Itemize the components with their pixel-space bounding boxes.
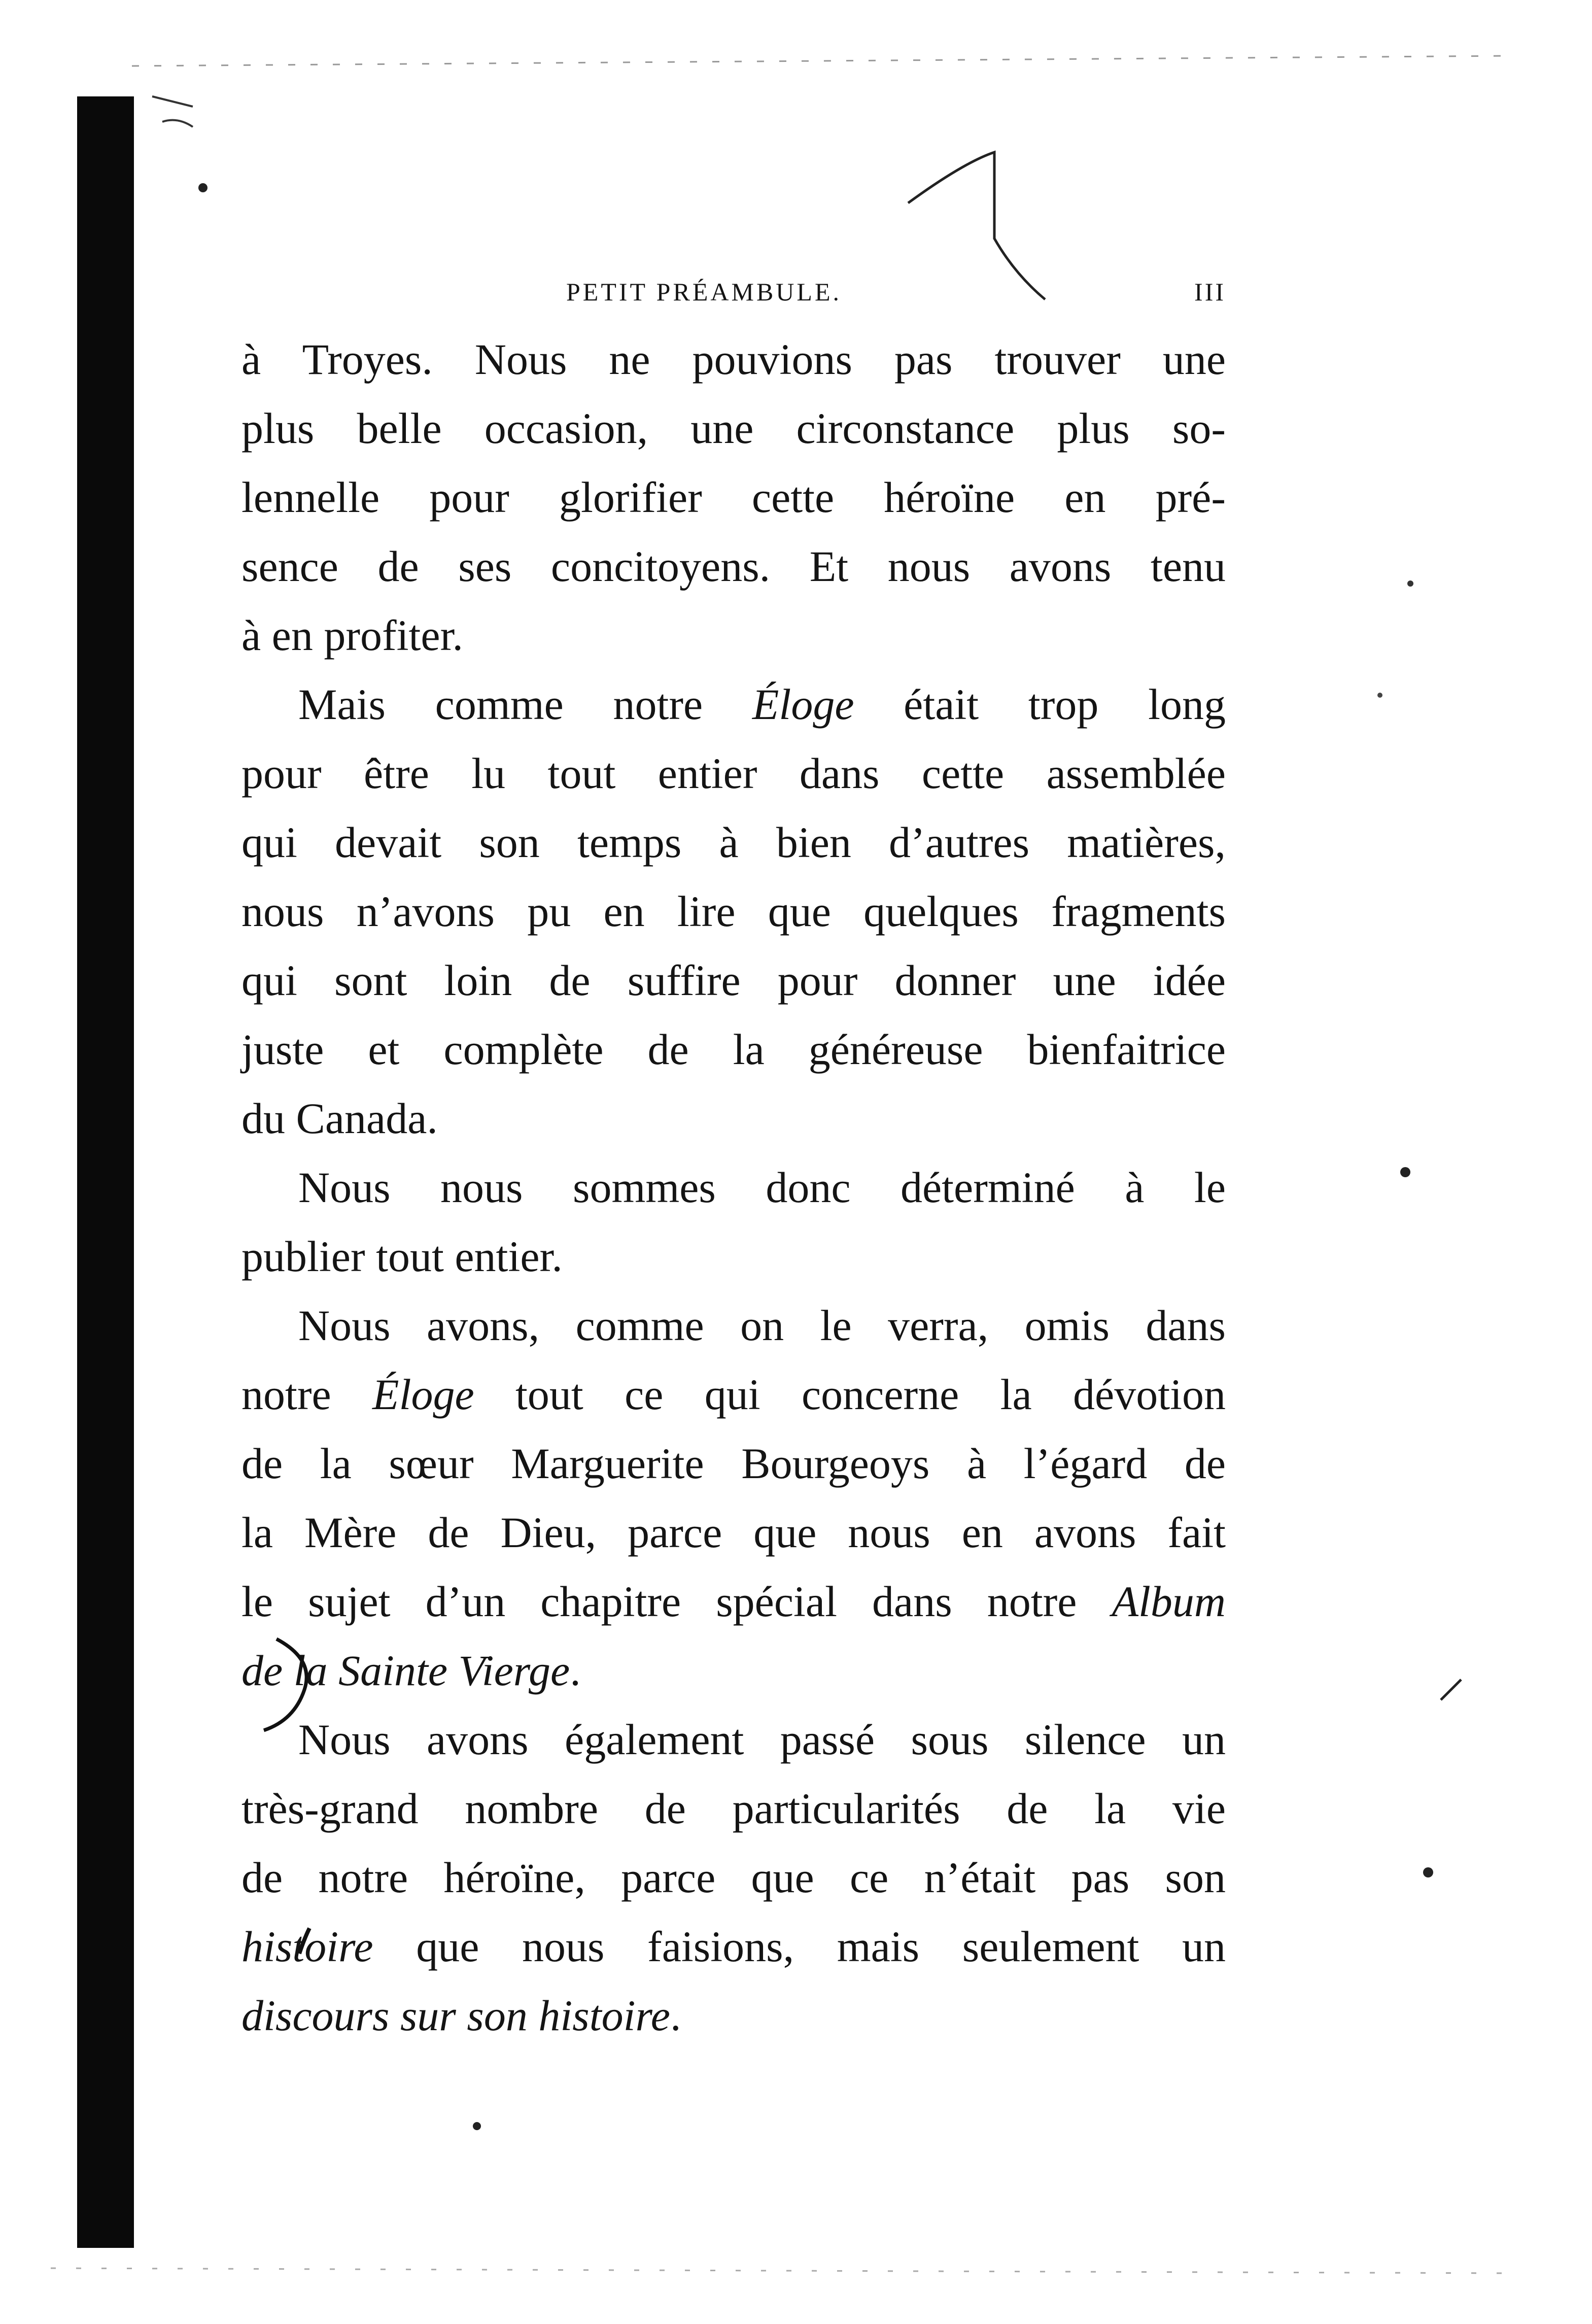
text-line: de notre héroïne, parce que ce n’était pas son bbox=[241, 1853, 1226, 1902]
text-line: très-grand nombre de particularités de la vie bbox=[241, 1784, 1226, 1833]
text-line: de la sœur Marguerite Bourgeoys à l’égard de bbox=[241, 1439, 1226, 1488]
speck bbox=[1423, 1867, 1433, 1877]
speck bbox=[1377, 693, 1382, 698]
text-line: qui sont loin de suffire pour donner une idée bbox=[241, 956, 1226, 1005]
text-line: Nous nous sommes donc déterminé à le bbox=[298, 1163, 1226, 1212]
text-line: nous n’avons pu en lire que quelques fragments bbox=[241, 887, 1226, 936]
text-line: la Mère de Dieu, parce que nous en avons fait bbox=[241, 1508, 1226, 1557]
text-line: lennelle pour glorifier cette héroïne en pré- bbox=[241, 473, 1226, 522]
text-line: discours sur son histoire. bbox=[241, 1991, 681, 2040]
text-line: publier tout entier. bbox=[241, 1232, 563, 1281]
text-line: à Troyes. Nous ne pouvions pas trouver une bbox=[241, 335, 1226, 384]
text-line: Nous avons, comme on le verra, omis dans bbox=[298, 1301, 1226, 1350]
text-line: sence de ses concitoyens. Et nous avons tenu bbox=[241, 542, 1226, 591]
text-line: qui devait son temps à bien d’autres matières, bbox=[241, 818, 1226, 867]
text-line: plus belle occasion, une circonstance plus so- bbox=[241, 404, 1226, 453]
speck bbox=[198, 183, 207, 192]
text-line: histoire que nous faisions, mais seulement un bbox=[241, 1922, 1226, 1971]
ink-mark bbox=[264, 1639, 306, 1730]
speck bbox=[1407, 580, 1413, 587]
speck bbox=[473, 2122, 481, 2130]
running-head: PETIT PRÉAMBULE. bbox=[566, 278, 842, 306]
text-line: pour être lu tout entier dans cette assemblée bbox=[241, 749, 1226, 798]
text-line: à en profiter. bbox=[241, 611, 463, 660]
text-line: le sujet d’un chapitre spécial dans notre Album bbox=[241, 1577, 1226, 1626]
page-number: III bbox=[1194, 278, 1226, 306]
ink-mark bbox=[908, 152, 1045, 299]
ink-mark bbox=[1441, 1680, 1461, 1700]
edge-noise bbox=[51, 2268, 1522, 2273]
text-line: notre Éloge tout ce qui concerne la dévotion bbox=[241, 1370, 1226, 1419]
text-line: Mais comme notre Éloge était trop long bbox=[298, 680, 1226, 729]
text-line: Nous avons également passé sous silence un bbox=[298, 1715, 1226, 1764]
ink-mark bbox=[152, 96, 193, 127]
edge-noise bbox=[132, 56, 1512, 66]
ink-mark bbox=[299, 1928, 309, 1954]
text-line: de la Sainte Vierge. bbox=[241, 1646, 581, 1695]
speck bbox=[1400, 1167, 1410, 1177]
text-line: du Canada. bbox=[241, 1094, 438, 1143]
text-line: juste et complète de la généreuse bienfaitrice bbox=[241, 1025, 1226, 1074]
